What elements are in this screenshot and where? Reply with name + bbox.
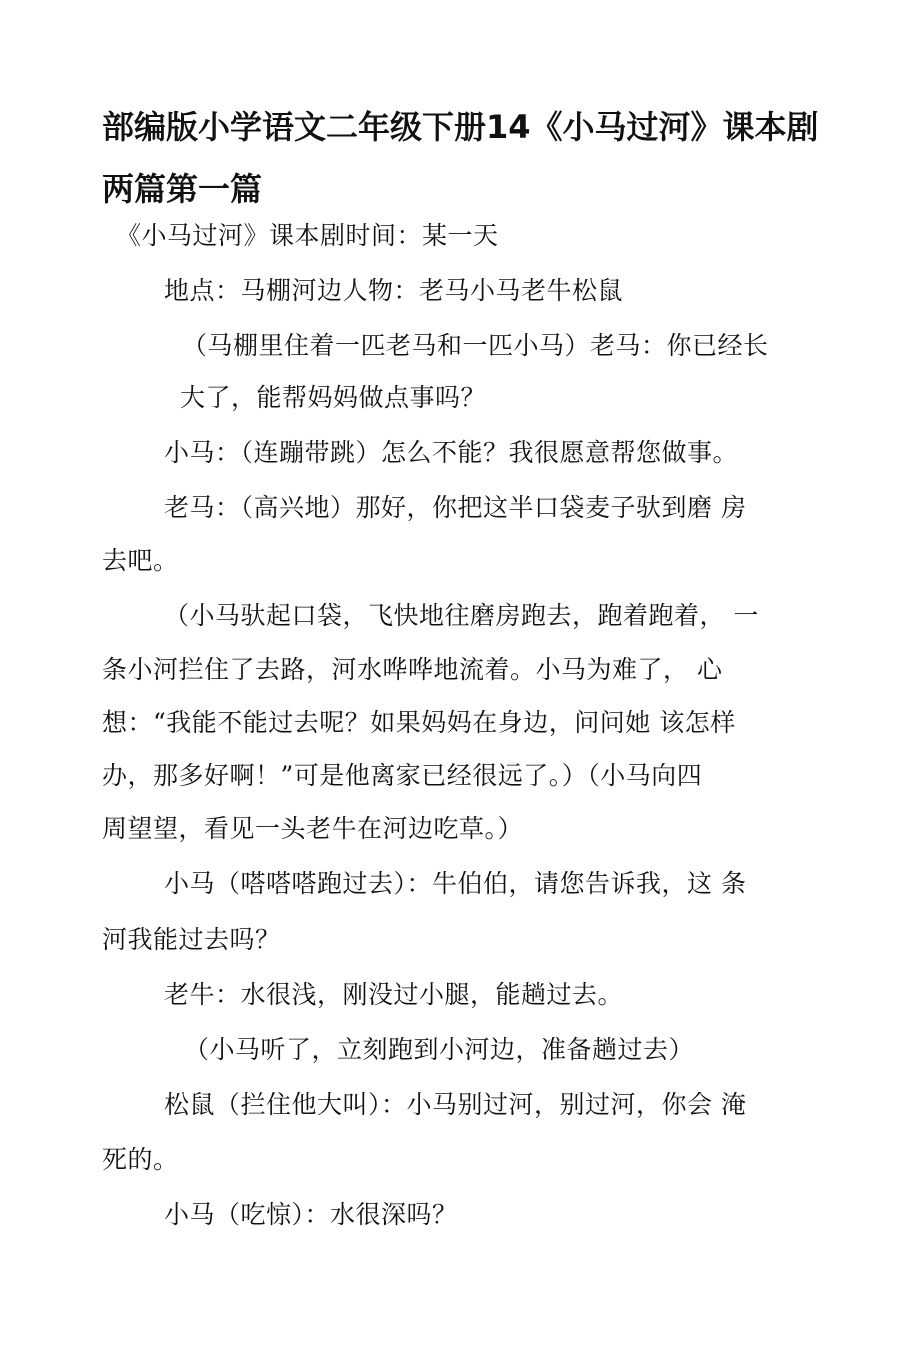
text-line-3: （马棚里住着一匹老马和一匹小马）老马：你已经长	[182, 331, 769, 360]
text-line-8: （小马驮起口袋，飞快地往磨房跑去，跑着跑着， 一	[164, 601, 759, 630]
text-line-4: 大了，能帮妈妈做点事吗？	[180, 383, 487, 412]
text-line-12: 周望望，看见一头老牛在河边吃草。）	[102, 814, 524, 843]
document-title: 部编版小学语文二年级下册14《小马过河》课本剧两篇第一篇	[102, 108, 819, 208]
text-line-1: 《小马过河》课本剧时间：某一天	[116, 221, 499, 250]
text-line-5: 小马：（连蹦带跳）怎么不能？我很愿意帮您做事。	[164, 438, 739, 467]
text-line-7: 去吧。	[102, 546, 179, 575]
text-line-9: 条小河拦住了去路，河水哗哗地流着。小马为难了， 心	[102, 655, 723, 684]
text-line-13: 小马（嗒嗒嗒跑过去）：牛伯伯，请您告诉我，这 条	[164, 869, 747, 898]
text-line-16: （小马听了，立刻跑到小河边，准备趟过去）	[184, 1035, 695, 1064]
text-line-2: 地点：马棚河边人物：老马小马老牛松鼠	[164, 276, 624, 305]
text-line-6: 老马：（高兴地）那好，你把这半口袋麦子驮到磨 房	[164, 493, 747, 522]
text-line-11: 办，那多好啊！”可是他离家已经很远了。）（小马向四	[102, 761, 703, 790]
text-line-18: 死的。	[102, 1145, 179, 1174]
text-line-15: 老牛：水很浅，刚没过小腿，能趟过去。	[164, 980, 624, 1009]
text-line-14: 河我能过去吗？	[102, 925, 281, 954]
text-line-19: 小马（吃惊）：水很深吗？	[164, 1200, 458, 1229]
text-line-17: 松鼠（拦住他大叫）：小马别过河，别过河，你会 淹	[164, 1090, 747, 1119]
text-line-10: 想：“我能不能过去呢？如果妈妈在身边，问问她 该怎样	[102, 708, 736, 737]
